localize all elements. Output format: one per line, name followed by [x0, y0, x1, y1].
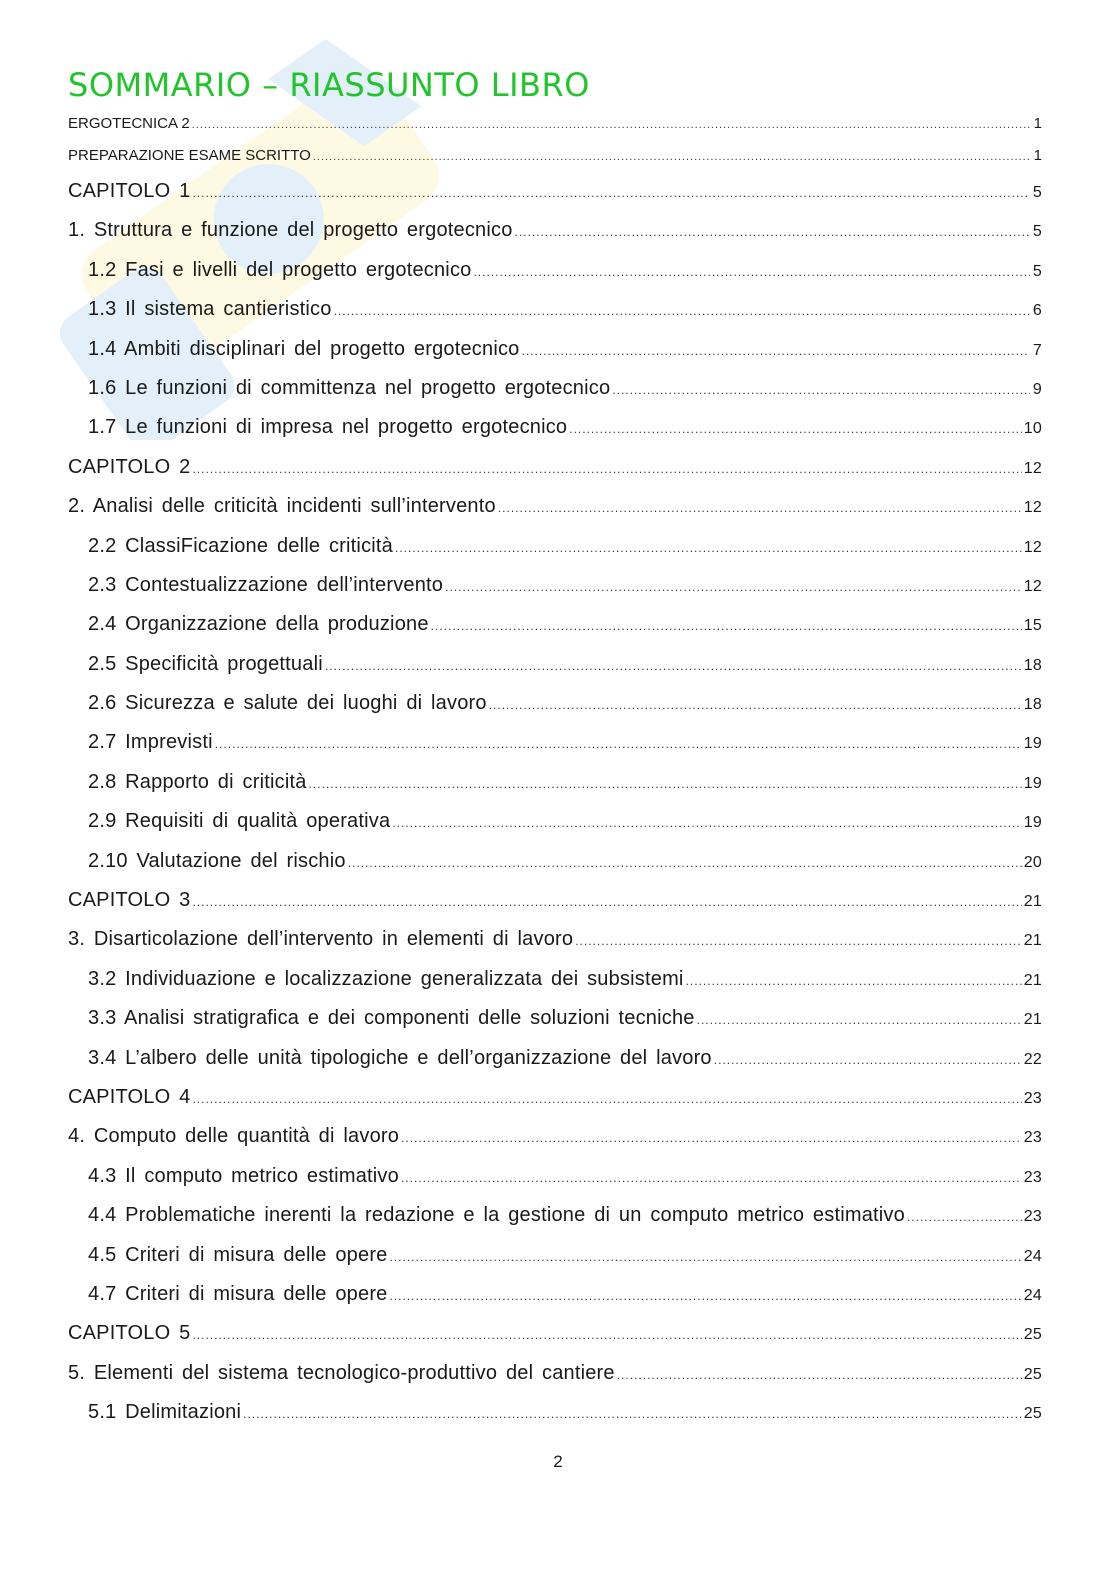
- toc-entry[interactable]: [68, 369, 1042, 408]
- toc-dot-leader: [192, 109, 1030, 141]
- toc-entry-title: CAPITOLO 2: [68, 455, 191, 478]
- toc-entry-title: 1.2 Fasi e livelli del progetto ergotecnico: [88, 258, 472, 281]
- toc-entry[interactable]: [68, 999, 1042, 1038]
- toc-dot-leader: [192, 1080, 1021, 1119]
- toc-dot-leader: [215, 725, 1022, 764]
- toc-entry-page: 12: [1023, 499, 1042, 517]
- toc-entry-page: 5: [1032, 184, 1042, 201]
- toc-entry-title: 2.7 Imprevisti: [88, 731, 213, 754]
- toc-entry-title: CAPITOLO 5: [68, 1322, 191, 1345]
- toc-entry[interactable]: [68, 1157, 1042, 1196]
- toc-entry-page: 19: [1023, 774, 1042, 792]
- toc-dot-leader: [395, 529, 1022, 568]
- toc-entry-page: 7: [1032, 341, 1042, 359]
- toc-entry[interactable]: [68, 566, 1042, 605]
- toc-entry-title: 5.1 Delimitazioni: [88, 1401, 242, 1424]
- toc-entry-title: 1. Struttura e funzione del progetto ergotecnico: [68, 219, 513, 242]
- toc-dot-leader: [401, 1159, 1022, 1198]
- toc-entry-page: 18: [1023, 656, 1042, 674]
- toc-dot-leader: [192, 174, 1030, 213]
- toc-entry-page: 12: [1023, 459, 1042, 477]
- toc-entry-page: 20: [1023, 853, 1042, 871]
- toc-entry-title: ERGOTECNICA 2: [68, 115, 190, 132]
- toc-entry[interactable]: [68, 290, 1042, 329]
- toc-dot-leader: [697, 1001, 1022, 1040]
- toc-entry-page: 5: [1032, 262, 1042, 280]
- toc-dot-leader: [309, 765, 1022, 804]
- toc-entry-title: 2. Analisi delle criticità incidenti sull’intervento: [68, 495, 496, 518]
- toc-entry[interactable]: [68, 1314, 1042, 1353]
- toc-dot-leader: [612, 371, 1030, 410]
- toc-entry-page: 19: [1023, 735, 1042, 753]
- toc-entry-page: 1: [1033, 115, 1042, 132]
- toc-entry-title: 2.2 ClassiFicazione delle criticità: [88, 534, 394, 557]
- toc-entry[interactable]: [68, 723, 1042, 762]
- toc-dot-leader: [390, 1277, 1022, 1316]
- toc-entry-page: 25: [1023, 1365, 1042, 1383]
- toc-dot-leader: [334, 292, 1030, 331]
- toc-entry-page: 22: [1023, 1050, 1042, 1068]
- toc-entry-page: 24: [1023, 1286, 1042, 1304]
- toc-entry-title: CAPITOLO 3: [68, 889, 191, 912]
- toc-dot-leader: [522, 332, 1031, 371]
- toc-entry[interactable]: [68, 1078, 1042, 1117]
- toc-dot-leader: [489, 686, 1022, 725]
- toc-entry[interactable]: [68, 1393, 1042, 1432]
- toc-dot-leader: [569, 410, 1022, 449]
- toc-entry-title: 4.4 Problematiche inerenti la redazione e la gestione di un computo metrico estimativo: [88, 1204, 905, 1227]
- toc-entry[interactable]: [68, 1354, 1042, 1393]
- toc-entry-page: 23: [1023, 1168, 1042, 1186]
- toc-entry-title: CAPITOLO 4: [68, 1085, 191, 1108]
- toc-entry[interactable]: [68, 108, 1042, 140]
- toc-entry-page: 24: [1023, 1247, 1042, 1265]
- toc-entry-title: 2.4 Organizzazione della produzione: [88, 613, 429, 636]
- toc-entry-page: 6: [1032, 302, 1042, 320]
- toc-dot-leader: [392, 804, 1021, 843]
- toc-dot-leader: [313, 141, 1030, 173]
- toc-entry-title: 2.8 Rapporto di criticità: [88, 770, 307, 793]
- toc-dot-leader: [445, 568, 1022, 607]
- toc-entry-page: 9: [1032, 380, 1042, 398]
- toc-entry-title: 2.3 Contestualizzazione dell’intervento: [88, 573, 444, 596]
- toc-entry[interactable]: [68, 960, 1042, 999]
- page-title: SOMMARIO – RIASSUNTO LIBRO: [68, 66, 590, 104]
- toc-entry[interactable]: [68, 408, 1042, 447]
- toc-entry[interactable]: [68, 605, 1042, 644]
- toc-entry[interactable]: [68, 448, 1042, 487]
- toc-entry-title: 2.5 Specificità progettuali: [88, 652, 323, 675]
- toc-entry-page: 19: [1023, 814, 1042, 832]
- toc-entry-page: 21: [1023, 932, 1042, 950]
- toc-dot-leader: [192, 450, 1021, 489]
- toc-entry-title: 2.6 Sicurezza e salute dei luoghi di lavoro: [88, 692, 487, 715]
- toc-dot-leader: [907, 1198, 1022, 1237]
- toc-entry-title: 4.3 Il computo metrico estimativo: [88, 1164, 399, 1187]
- toc-entry-title: 1.4 Ambiti disciplinari del progetto ergotecnico: [88, 337, 520, 360]
- toc-entry-title: 3.2 Individuazione e localizzazione generalizzata dei subsistemi: [88, 967, 684, 990]
- toc-entry[interactable]: [68, 1196, 1042, 1235]
- toc-dot-leader: [617, 1356, 1022, 1395]
- toc-entry[interactable]: [68, 920, 1042, 959]
- toc-entry[interactable]: [68, 330, 1042, 369]
- toc-entry-page: 23: [1023, 1089, 1042, 1107]
- toc-entry-title: 2.10 Valutazione del rischio: [88, 849, 346, 872]
- toc-entry-title: 1.3 Il sistema cantieristico: [88, 298, 332, 321]
- toc-entry[interactable]: [68, 251, 1042, 290]
- toc-entry[interactable]: [68, 842, 1042, 881]
- toc-entry-title: CAPITOLO 1: [68, 180, 191, 202]
- toc-entry-title: 4.7 Criteri di misura delle opere: [88, 1282, 388, 1305]
- toc-entry-page: 12: [1023, 538, 1042, 556]
- toc-entry-page: 5: [1032, 223, 1042, 241]
- toc-entry[interactable]: [68, 1117, 1042, 1156]
- toc-entry-title: 4. Computo delle quantità di lavoro: [68, 1125, 400, 1148]
- toc-entry-page: 18: [1023, 696, 1042, 714]
- toc-entry-title: 5. Elementi del sistema tecnologico-produttivo del cantiere: [68, 1361, 615, 1384]
- toc-entry-page: 23: [1023, 1208, 1042, 1226]
- toc-dot-leader: [431, 607, 1022, 646]
- toc-dot-leader: [515, 213, 1030, 252]
- toc-entry[interactable]: [68, 763, 1042, 802]
- toc-entry[interactable]: [68, 172, 1042, 211]
- toc-dot-leader: [325, 647, 1022, 686]
- page-number: 2: [553, 1452, 563, 1471]
- toc-dot-leader: [390, 1238, 1022, 1277]
- toc-entry-page: 25: [1023, 1326, 1042, 1344]
- toc-entry-page: 10: [1023, 420, 1042, 438]
- toc-entry[interactable]: [68, 1275, 1042, 1314]
- toc-entry[interactable]: [68, 527, 1042, 566]
- toc-entry-page: 21: [1023, 971, 1042, 989]
- toc-dot-leader: [348, 844, 1022, 883]
- toc-entry-page: 1: [1033, 147, 1042, 164]
- toc-entry-page: 23: [1023, 1129, 1042, 1147]
- toc-dot-leader: [473, 253, 1030, 292]
- toc-entry-page: 21: [1023, 893, 1042, 911]
- toc-entry-page: 25: [1023, 1405, 1042, 1423]
- toc-entry[interactable]: [68, 1236, 1042, 1275]
- toc-entry-page: 21: [1023, 1011, 1042, 1029]
- toc-entry[interactable]: [68, 645, 1042, 684]
- toc-entry[interactable]: [68, 881, 1042, 920]
- toc-entry[interactable]: [68, 140, 1042, 172]
- toc-entry-title: PREPARAZIONE ESAME SCRITTO: [68, 147, 311, 164]
- toc-entry-title: 1.7 Le funzioni di impresa nel progetto ergotecnico: [88, 416, 568, 439]
- toc-dot-leader: [498, 489, 1022, 528]
- toc-entry[interactable]: [68, 802, 1042, 841]
- toc-entry-title: 4.5 Criteri di misura delle opere: [88, 1243, 388, 1266]
- toc-entry-title: 3.4 L’albero delle unità tipologiche e dell’organizzazione del lavoro: [88, 1046, 712, 1069]
- toc-entry[interactable]: [68, 684, 1042, 723]
- toc-entry[interactable]: [68, 487, 1042, 526]
- toc-dot-leader: [192, 1316, 1021, 1355]
- toc-entry[interactable]: [68, 1039, 1042, 1078]
- toc-dot-leader: [401, 1119, 1022, 1158]
- toc-dot-leader: [192, 883, 1021, 922]
- toc-entry-page: 12: [1023, 577, 1042, 595]
- toc-entry-title: 1.6 Le funzioni di committenza nel progetto ergotecnico: [88, 376, 611, 399]
- table-of-contents: [68, 108, 1042, 1433]
- toc-entry-title: 3.3 Analisi stratigrafica e dei componenti delle soluzioni tecniche: [88, 1007, 695, 1030]
- toc-dot-leader: [714, 1041, 1022, 1080]
- toc-dot-leader: [575, 922, 1022, 961]
- toc-entry[interactable]: [68, 211, 1042, 250]
- toc-entry-page: 15: [1023, 617, 1042, 635]
- toc-entry-title: 2.9 Requisiti di qualità operativa: [88, 810, 391, 833]
- toc-dot-leader: [686, 962, 1022, 1001]
- toc-dot-leader: [243, 1395, 1022, 1434]
- toc-entry-title: 3. Disarticolazione dell’intervento in elementi di lavoro: [68, 928, 574, 951]
